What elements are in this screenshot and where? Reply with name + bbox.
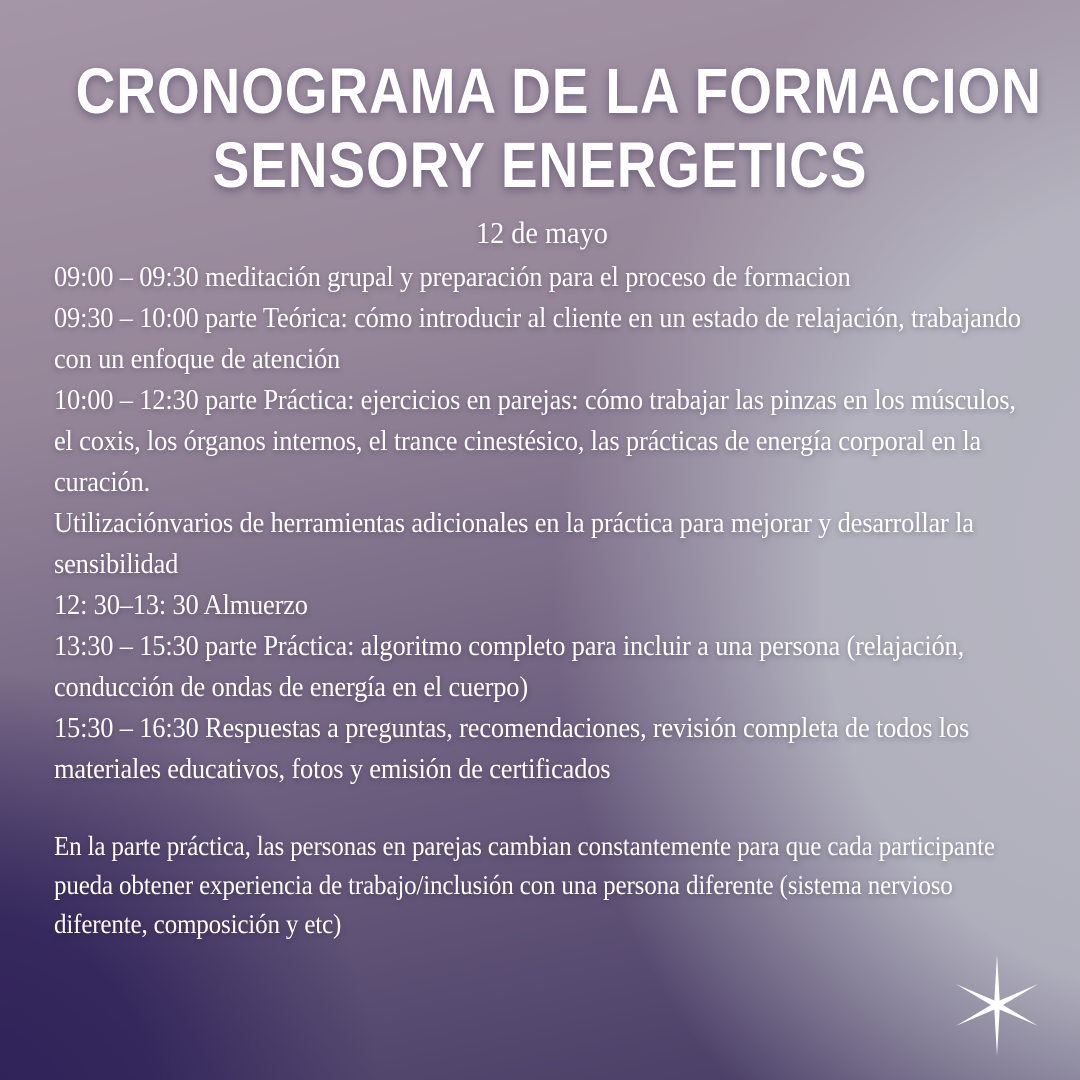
poster-title <box>0 54 1080 202</box>
title-line-2: SENSORY ENERGETICS <box>212 129 868 201</box>
schedule-item: 12: 30–13: 30 Almuerzo <box>54 589 308 621</box>
date-heading: 12 de mayo <box>475 215 608 250</box>
schedule-item: Utilizaciónvarios de herramientas adicionales en la práctica para mejorar y desarrollar la sensibilidad <box>54 507 974 580</box>
schedule-item: 15:30 – 16:30 Respuestas a preguntas, recomendaciones, revisión completa de todos los materiales educativos, fotos y emisión de certificados <box>54 712 970 785</box>
schedule-list <box>54 257 1030 790</box>
schedule-item: 09:30 – 10:00 parte Teórica: cómo introducir al cliente en un estado de relajación, trabajando con un enfoque de atención <box>54 302 1021 375</box>
schedule-item: 10:00 – 12:30 parte Práctica: ejercicios en parejas: cómo trabajar las pinzas en los músculos, el coxis, los órganos internos, el trance cinestésico, las prácticas de energía corporal en la curación. <box>54 384 1016 498</box>
title-line-1: CRONOGRAMA DE LA FORMACION <box>75 55 1042 127</box>
closing-note: En la parte práctica, las personas en parejas cambian constantemente para que cada participante pueda obtener experiencia de trabajo/inclusión con una persona diferente (sistema nervioso diferente, composición y etc) <box>54 830 995 939</box>
sparkle-star-icon <box>951 949 1043 1061</box>
schedule-item: 09:00 – 09:30 meditación grupal y preparación para el proceso de formacion <box>54 261 851 293</box>
schedule-item: 13:30 – 15:30 parte Práctica: algoritmo completo para incluir a una persona (relajación, conducción de ondas de energía en el cuerpo) <box>54 630 965 703</box>
poster-body <box>54 212 1030 943</box>
